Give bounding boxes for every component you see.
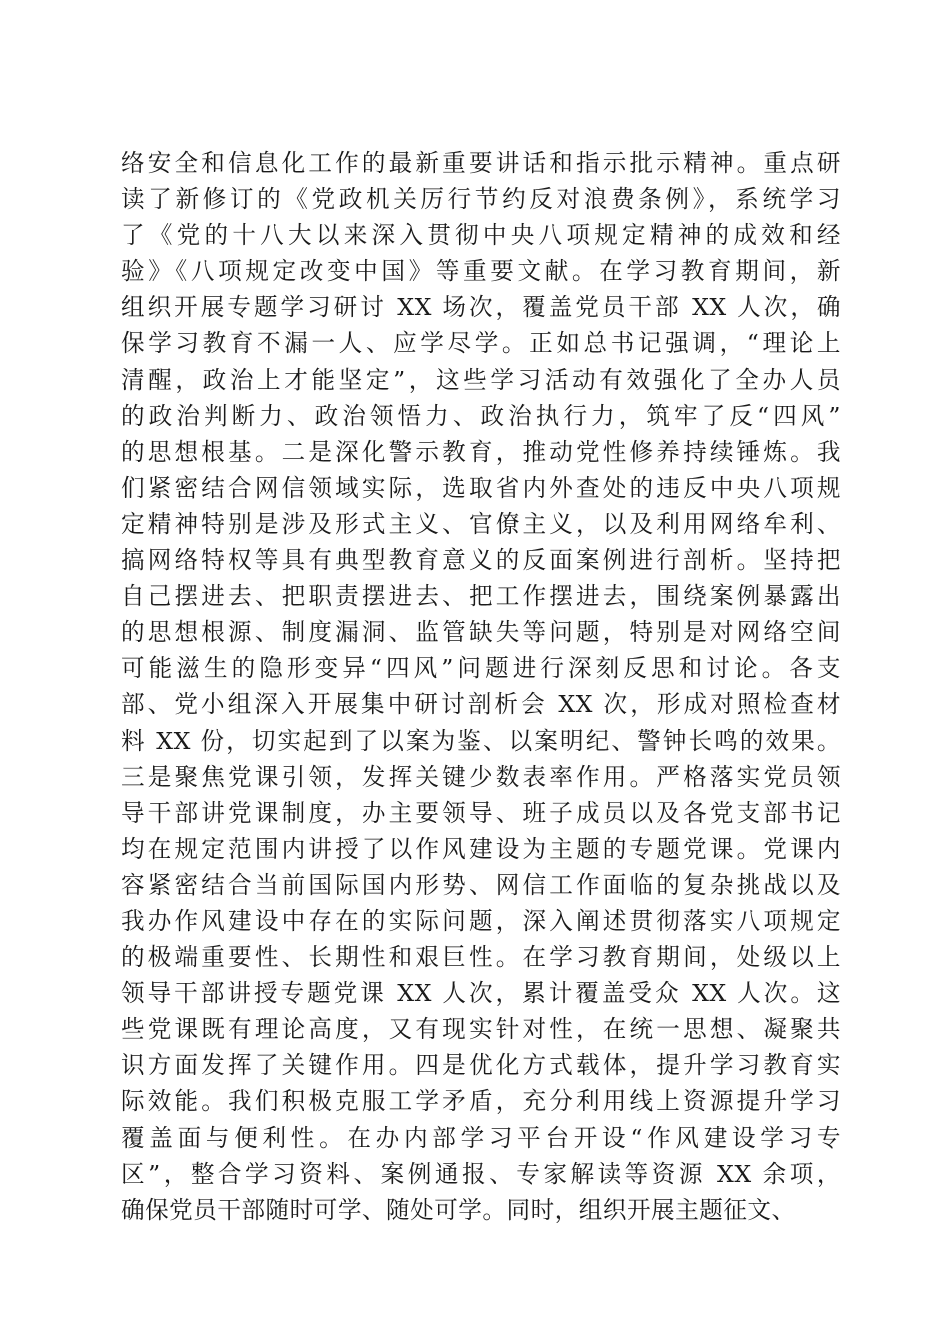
text-line: 识方面发挥了关键作用。四是优化方式载体，提升学习教育实	[121, 1051, 841, 1080]
text-line: 容紧密结合当前国际国内形势、网信工作面临的复杂挑战以及	[121, 870, 841, 899]
text-line: 的思想根源、制度漏洞、监管缺失等问题，特别是对网络空间	[121, 618, 841, 647]
text-line: 络安全和信息化工作的最新重要讲话和指示批示精神。重点研	[121, 149, 841, 177]
text-line: 们紧密结合网信领域实际，选取省内外查处的违反中央八项规	[121, 473, 841, 502]
text-line: 均在规定范围内讲授了以作风建设为主题的专题党课。党课内	[121, 834, 841, 863]
text-line: 确保党员干部随时可学、随处可学。同时，组织开展主题征文、	[121, 1195, 796, 1224]
text-line: 了《党的十八大以来深入贯彻中央八项规定精神的成效和经	[121, 221, 841, 250]
text-line: 区”，整合学习资料、案例通报、专家解读等资源 XX 余项，	[121, 1159, 841, 1188]
text-line: 读了新修订的《党政机关厉行节约反对浪费条例》，系统学习	[121, 185, 841, 214]
text-line: 的思想根基。二是深化警示教育，推动党性修养持续锤炼。我	[121, 437, 841, 466]
text-line: 自己摆进去、把职责摆进去、把工作摆进去，围绕案例暴露出	[121, 582, 841, 611]
text-line: 料 XX 份，切实起到了以案为鉴、以案明纪、警钟长鸣的效果。	[121, 726, 841, 755]
text-line: 保学习教育不漏一人、应学尽学。正如总书记强调，“理论上	[121, 329, 841, 358]
text-line: 部、党小组深入开展集中研讨剖析会 XX 次，形成对照检查材	[121, 690, 841, 719]
text-line: 清醒，政治上才能坚定”，这些学习活动有效强化了全办人员	[121, 365, 841, 394]
text-line: 搞网络特权等具有典型教育意义的反面案例进行剖析。坚持把	[121, 546, 841, 575]
text-line: 领导干部讲授专题党课 XX 人次，累计覆盖受众 XX 人次。这	[121, 979, 841, 1008]
text-line: 我办作风建设中存在的实际问题，深入阐述贯彻落实八项规定	[121, 906, 841, 935]
text-line: 验》《八项规定改变中国》等重要文献。在学习教育期间，新	[121, 257, 841, 286]
text-line: 三是聚焦党课引领，发挥关键少数表率作用。严格落实党员领	[121, 762, 841, 791]
text-line: 可能滋生的隐形变异“四风”问题进行深刻反思和讨论。各支	[121, 654, 841, 683]
text-line: 些党课既有理论高度，又有现实针对性，在统一思想、凝聚共	[121, 1015, 841, 1044]
text-line: 覆盖面与便利性。在办内部学习平台开设“作风建设学习专	[121, 1123, 841, 1152]
text-line: 组织开展专题学习研讨 XX 场次，覆盖党员干部 XX 人次，确	[121, 293, 841, 322]
text-line: 导干部讲党课制度，办主要领导、班子成员以及各党支部书记	[121, 798, 841, 827]
text-line: 的极端重要性、长期性和艰巨性。在学习教育期间，处级以上	[121, 943, 841, 972]
text-line: 定精神特别是涉及形式主义、官僚主义，以及利用网络牟利、	[121, 509, 841, 538]
text-line: 际效能。我们积极克服工学矛盾，充分利用线上资源提升学习	[121, 1087, 841, 1116]
text-line: 的政治判断力、政治领悟力、政治执行力，筑牢了反“四风”	[121, 401, 841, 430]
body-text	[121, 145, 841, 1228]
